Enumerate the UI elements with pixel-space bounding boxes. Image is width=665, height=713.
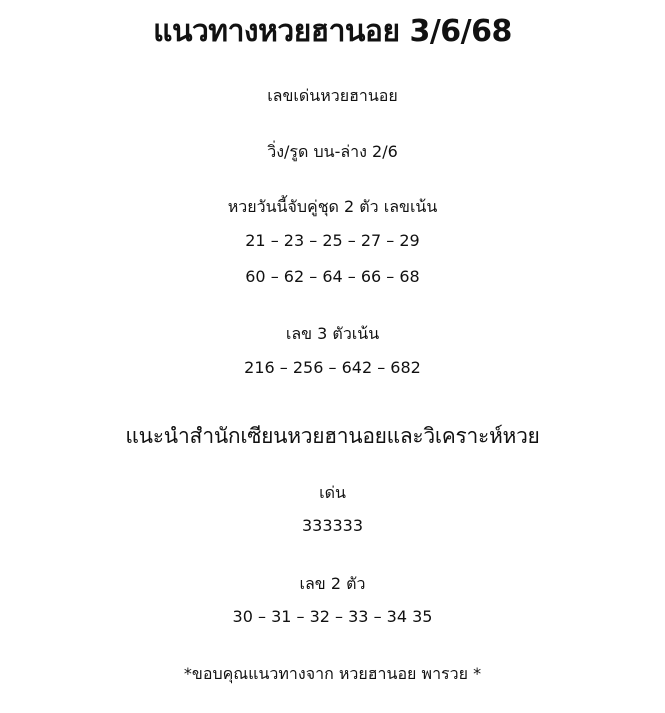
den-value: 333333	[301, 516, 364, 535]
three-digit-heading: เลข 3 ตัวเน้น	[285, 324, 380, 343]
footer-credit: *ขอบคุณแนวทางจาก หวยฮานอย พารวย *	[183, 664, 482, 683]
pairs-heading: หวยวันนี้จับคู่ชุด 2 ตัว เลขเน้น	[227, 197, 438, 216]
page-title: แนวทางหวยฮานอย 3/6/68	[153, 14, 512, 49]
den-label: เด่น	[319, 483, 346, 502]
two-digit-row: 30 – 31 – 32 – 33 – 34 35	[232, 607, 433, 626]
pairs-row-2: 60 – 62 – 64 – 66 – 68	[245, 267, 420, 286]
three-digit-row: 216 – 256 – 642 – 682	[244, 358, 421, 377]
featured-heading: เลขเด่นหวยฮานอย	[267, 86, 398, 105]
pairs-row-1: 21 – 23 – 25 – 27 – 29	[245, 231, 420, 250]
two-digit-label: เลข 2 ตัว	[299, 574, 366, 593]
recommend-heading: แนะนำสำนักเซียนหวยฮานอยและวิเคราะห์หวย	[125, 424, 540, 448]
run-line: วิ่ง/รูด บน-ล่าง 2/6	[267, 142, 398, 161]
